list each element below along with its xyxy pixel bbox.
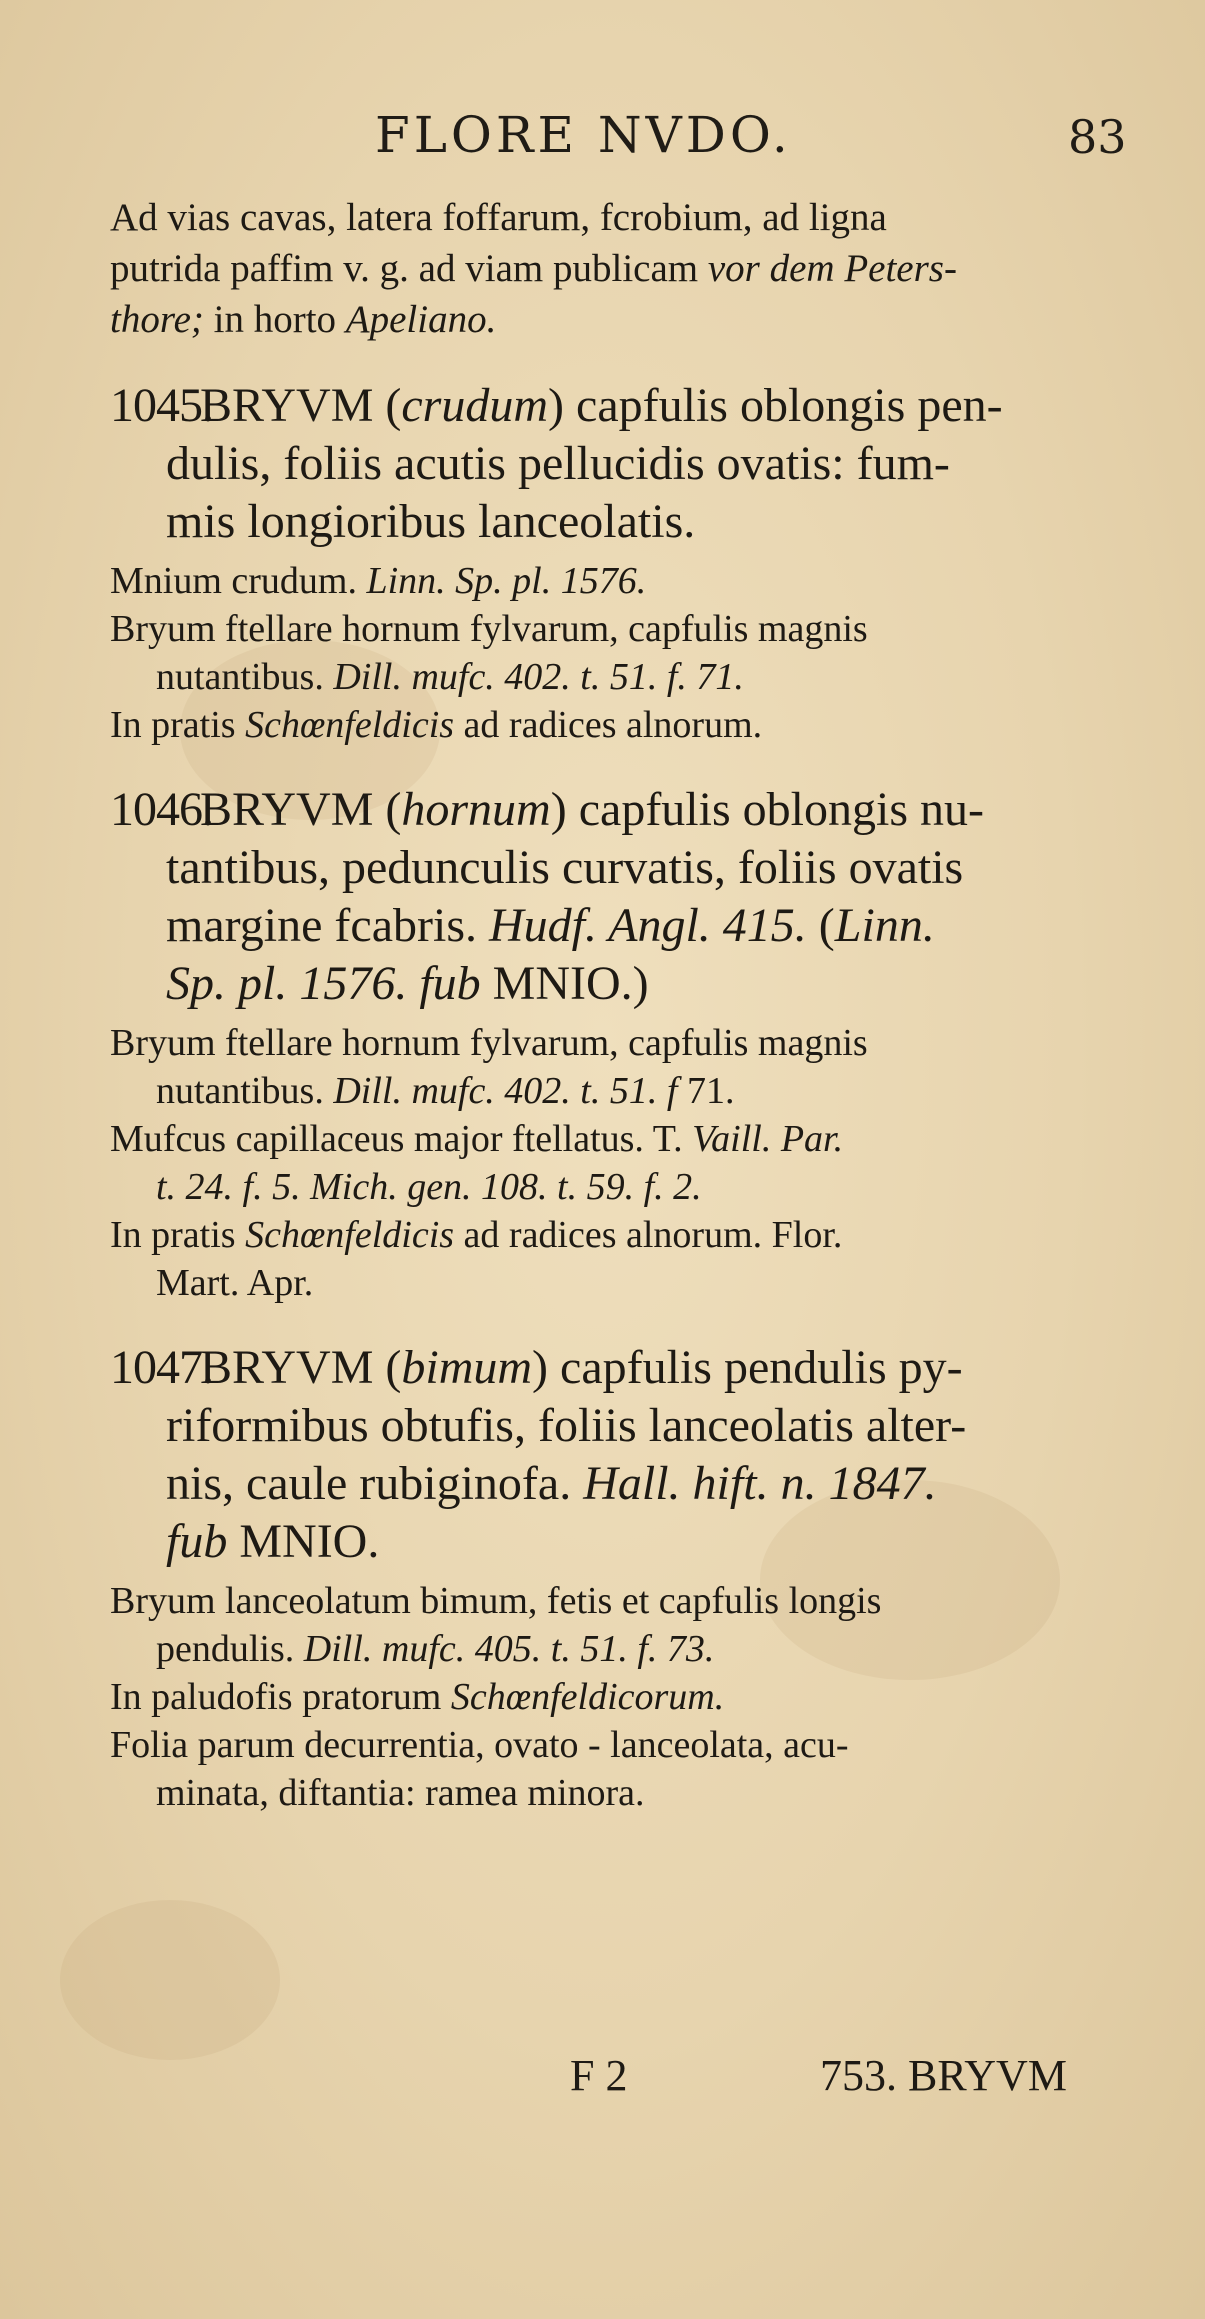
- signature-mark: F 2: [570, 2051, 628, 2100]
- page-text: [110, 192, 1110, 1817]
- entry-description-line: margine fcabris. Hudf. Angl. 415. (Linn.: [166, 899, 935, 952]
- reference-line: In pratis Schœnfeldicis ad radices alnorum. Flor.: [110, 1214, 843, 1256]
- entry-references: [110, 1019, 1110, 1307]
- page-header: [0, 100, 1205, 170]
- entry-number: 1047.: [110, 1341, 213, 1394]
- reference-line: Mufcus capillaceus major ftellatus. T. Vaill. Par.: [110, 1118, 844, 1160]
- reference-line: Mnium crudum. Linn. Sp. pl. 1576.: [110, 560, 647, 602]
- entry-description-line: mis longioribus lanceolatis.: [166, 495, 696, 548]
- species-entry: [110, 1339, 1110, 1817]
- reference-line: t. 24. f. 5. Mich. gen. 108. t. 59. f. 2.: [156, 1166, 702, 1208]
- reference-line: Bryum ftellare hornum fylvarum, capfulis magnis: [110, 608, 868, 650]
- reference-line: In pratis Schœnfeldicis ad radices alnorum.: [110, 704, 763, 746]
- page-number: 83: [1068, 110, 1127, 164]
- entry-number: 1045.: [110, 379, 213, 432]
- intro-line: Ad vias cavas, latera foffarum, fcrobium, ad ligna: [110, 196, 887, 239]
- species-entry: [110, 377, 1110, 749]
- paper-stain: [60, 1900, 280, 2060]
- entry-references: [110, 1577, 1110, 1817]
- running-head: FLORE NVDO.: [375, 106, 792, 164]
- entry-heading-line: 1047.BRYVM (bimum) capfulis pendulis py-: [110, 1339, 1110, 1397]
- reference-line: minata, diftantia: ramea minora.: [156, 1772, 645, 1814]
- reference-line: pendulis. Dill. mufc. 405. t. 51. f. 73.: [156, 1628, 715, 1670]
- entry-description-line: tantibus, pedunculis curvatis, foliis ovatis: [166, 841, 964, 894]
- reference-line: Bryum ftellare hornum fylvarum, capfulis magnis: [110, 1022, 868, 1064]
- entry-description-line: riformibus obtufis, foliis lanceolatis alter-: [166, 1399, 967, 1452]
- page-footer: [0, 2050, 1205, 2120]
- catchword: 753. BRYVM: [820, 2051, 1067, 2100]
- entry-references: [110, 557, 1110, 749]
- intro-line: thore; in horto Apeliano.: [110, 298, 497, 341]
- intro-paragraph: [110, 192, 1110, 345]
- entry-description-line: Sp. pl. 1576. fub MNIO.): [166, 957, 649, 1010]
- reference-line: Bryum lanceolatum bimum, fetis et capfulis longis: [110, 1580, 882, 1622]
- entry-number: 1046.: [110, 783, 213, 836]
- species-entry: [110, 781, 1110, 1307]
- entry-description-line: dulis, foliis acutis pellucidis ovatis: fum-: [166, 437, 950, 490]
- entry-heading-line: 1045.BRYVM (crudum) capfulis oblongis pen-: [110, 377, 1110, 435]
- reference-line: nutantibus. Dill. mufc. 402. t. 51. f 71.: [156, 1070, 735, 1112]
- entry-heading-line: 1046.BRYVM (hornum) capfulis oblongis nu-: [110, 781, 1110, 839]
- reference-line: Mart. Apr.: [156, 1262, 314, 1304]
- entry-description-line: nis, caule rubiginofa. Hall. hift. n. 1847.: [166, 1457, 937, 1510]
- reference-line: Folia parum decurrentia, ovato - lanceolata, acu-: [110, 1724, 849, 1766]
- entries: [110, 377, 1110, 1817]
- reference-line: In paludofis pratorum Schœnfeldicorum.: [110, 1676, 725, 1718]
- entry-description-line: fub MNIO.: [166, 1515, 380, 1568]
- reference-line: nutantibus. Dill. mufc. 402. t. 51. f. 71.: [156, 656, 744, 698]
- intro-line: putrida paffim v. g. ad viam publicam vor dem Peters-: [110, 247, 957, 290]
